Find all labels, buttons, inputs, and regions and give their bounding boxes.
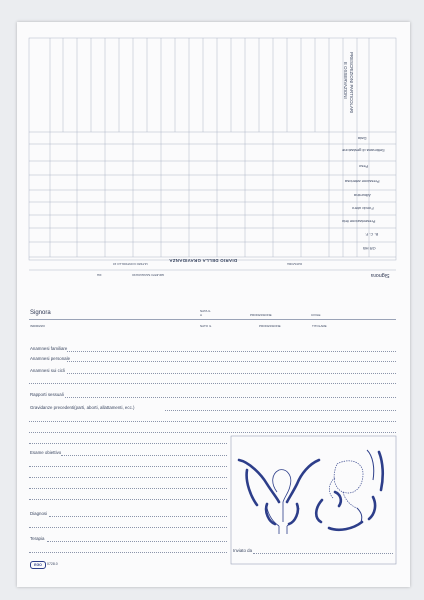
tiny-label-data-ora: DATA/ORA: [287, 262, 302, 266]
label-esame-obiettivo: Esame obiettivo: [30, 450, 62, 455]
line-gravidanze-2[interactable]: [29, 421, 396, 422]
label-inviato-da: Inviato da: [233, 548, 253, 553]
line-diagnosi[interactable]: [49, 516, 227, 517]
row-label-peso: Peso: [359, 164, 369, 169]
uterus-dashed: [329, 461, 363, 508]
form-sheet: [17, 22, 410, 587]
row-label-presentazione: Presentazione feto: [342, 219, 376, 224]
line-diagnosi-2[interactable]: [29, 527, 227, 528]
patient-title: Signora: [30, 310, 51, 316]
label-gravidanze-precedenti: Gravidanze precedenti(parti, aborti, allattamenti, ecc.): [30, 405, 135, 410]
tiny-label-rh: RH: [97, 273, 102, 277]
line-anamnesi-familiare[interactable]: [67, 351, 396, 352]
line-anamnesi-personale[interactable]: [67, 361, 396, 362]
line-exam-3[interactable]: [29, 477, 227, 478]
pelvis-diagram: [239, 452, 383, 530]
top-signora-label: Signora: [371, 272, 390, 278]
field-indirizzo: INDIRIZZO: [30, 324, 45, 328]
field-titolare: TITOLARE: [312, 324, 327, 328]
publisher-logo-text: EGO: [34, 563, 42, 567]
line-exam-4[interactable]: [29, 488, 227, 489]
line-terapia-2[interactable]: [29, 552, 227, 553]
field-professione-2: PROFESSIONE: [259, 324, 281, 328]
row-label-settimana: Settimana di gestazione: [342, 148, 385, 153]
form-code: 0728.0: [47, 562, 58, 566]
tiny-label-gruppo: GRUPPO SANGUIGNO: [132, 273, 165, 277]
label-anamnesi-cicli: Anamnesi sui cicli: [30, 368, 65, 373]
row-label-data: Data: [358, 136, 367, 141]
row-label-albumina: Albumina: [354, 193, 371, 198]
vertical-header-line-1: PRESCRIZIONI PARTICOLARI: [349, 52, 354, 114]
line-inviato-da[interactable]: [253, 553, 393, 554]
line-exam-2[interactable]: [29, 466, 227, 467]
diario-heading: DIARIO DELLA GRAVIDANZA: [169, 258, 238, 263]
row-label-pressione: Pressione arteriosa: [345, 179, 380, 184]
label-rapporti-sessuali: Rapporti sessuali: [30, 392, 64, 397]
label-anamnesi-personale: Anamnesi personale: [30, 356, 71, 361]
line-exam-pre-1[interactable]: [29, 443, 227, 444]
line-gravidanze-3[interactable]: [29, 432, 396, 433]
line-blank-1[interactable]: [29, 383, 396, 384]
field-nata-il: NATA IL: [200, 309, 211, 313]
line-esame-obiettivo[interactable]: [61, 455, 227, 456]
line-gravidanze-1[interactable]: [165, 410, 396, 411]
label-anamnesi-familiare: Anamnesi familiare: [30, 346, 68, 351]
field-civile: CIVILE: [311, 313, 321, 317]
line-terapia[interactable]: [47, 541, 227, 542]
field-a: A: [200, 313, 203, 317]
row-label-fondo-utero: Fondo utero: [352, 206, 374, 211]
line-exam-5[interactable]: [29, 499, 227, 500]
field-professione: PROFESSIONE: [250, 313, 272, 317]
label-diagnosi: Diagnosi: [30, 511, 48, 516]
rule-patient-name[interactable]: [29, 319, 396, 320]
vertical-header-line-2: E OSSERVAZIONI: [343, 62, 348, 99]
uterus-outline: [267, 470, 299, 534]
publisher-logo: [30, 561, 46, 569]
field-nato-il: NATO IL: [200, 324, 212, 328]
line-rapporti-sessuali[interactable]: [65, 397, 396, 398]
line-anamnesi-cicli[interactable]: [67, 373, 396, 374]
tiny-label-ultimo: ULTIMO CONTROLLO 10: [113, 262, 148, 266]
row-label-gr-hb: GR HB: [363, 246, 376, 251]
label-terapia: Terapia: [30, 536, 45, 541]
row-label-bcf: B. C. F.: [365, 232, 379, 237]
